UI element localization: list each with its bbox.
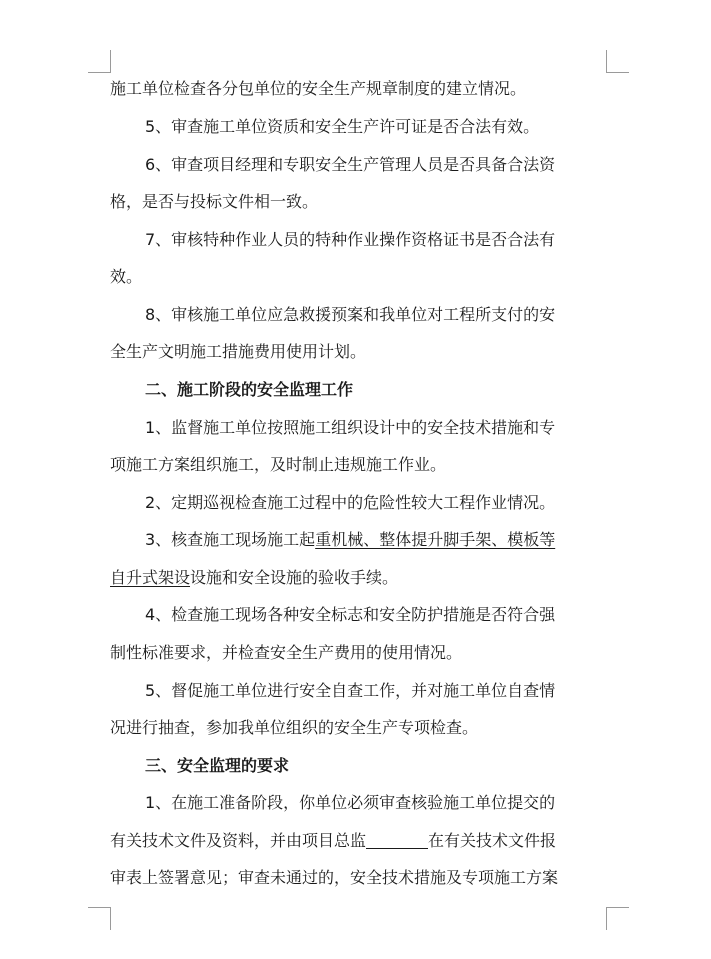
paragraph-line: 施工单位检查各分包单位的安全生产规章制度的建立情况。	[110, 79, 527, 98]
paragraph-line: 自升式架设设施和安全设施的验收手续。	[110, 568, 399, 587]
paragraph-line: 3、核查施工现场施工起重机械、整体提升脚手架、模板等	[145, 530, 556, 549]
paragraph-line: 制性标准要求，并检查安全生产费用的使用情况。	[110, 643, 463, 662]
paragraph-line: 全生产文明施工措施费用使用计划。	[110, 342, 367, 361]
fill-in-blank	[366, 830, 428, 849]
margin-mark-bottom-left	[88, 907, 111, 930]
section-heading: 二、施工阶段的安全监理工作	[145, 380, 354, 399]
paragraph-line: 1、在施工准备阶段，你单位必须审查核验施工单位提交的	[145, 793, 556, 812]
paragraph-line: 审表上签署意见；审查未通过的，安全技术措施及专项施工方案	[110, 868, 559, 887]
paragraph-line: 格，是否与投标文件相一致。	[110, 192, 319, 211]
margin-mark-bottom-right	[606, 907, 629, 930]
paragraph-line: 况进行抽查，参加我单位组织的安全生产专项检查。	[110, 718, 479, 737]
paragraph-line: 1、监督施工单位按照施工组织设计中的安全技术措施和专	[145, 418, 556, 437]
paragraph-line: 效。	[110, 267, 143, 286]
paragraph-line: 4、检查施工现场各种安全标志和安全防护措施是否符合强	[145, 605, 556, 624]
paragraph-line: 有关技术文件及资料，并由项目总监 在有关技术文件报	[110, 831, 557, 850]
underlined-text: 重机械、整体提升脚手架、模板等	[315, 530, 556, 549]
paragraph-line: 5、督促施工单位进行安全自查工作，并对施工单位自查情	[145, 681, 556, 700]
underlined-text: 自升式架设	[110, 568, 191, 587]
paragraph-line: 6、审查项目经理和专职安全生产管理人员是否具备合法资	[145, 155, 556, 174]
paragraph-line: 7、审核特种作业人员的特种作业操作资格证书是否合法有	[145, 230, 556, 249]
paragraph-line: 2、定期巡视检查施工过程中的危险性较大工程作业情况。	[145, 493, 556, 512]
margin-mark-top-right	[606, 50, 629, 73]
section-heading: 三、安全监理的要求	[145, 756, 290, 775]
paragraph-line: 5、审查施工单位资质和安全生产许可证是否合法有效。	[145, 117, 540, 136]
paragraph-line: 项施工方案组织施工，及时制止违规施工作业。	[110, 455, 447, 474]
paragraph-line: 8、审核施工单位应急救援预案和我单位对工程所支付的安	[145, 305, 556, 324]
margin-mark-top-left	[88, 50, 111, 73]
